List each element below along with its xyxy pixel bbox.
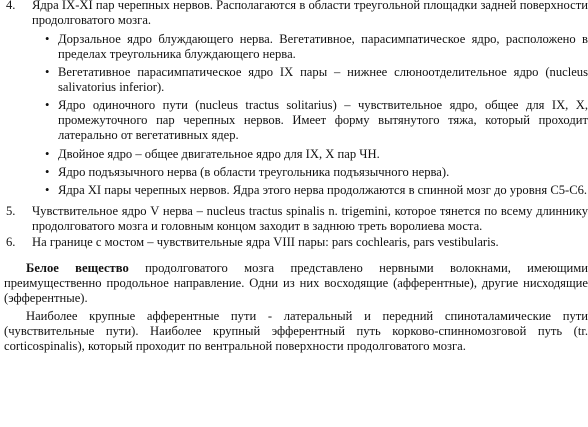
bullet-icon: • [45, 65, 50, 80]
bullet-icon: • [45, 32, 50, 46]
item-text: Ядра IX-XI пар черепных нервов. Располагаются в области треугольной площадки задней поверхности продолговатого мозга. [32, 0, 588, 27]
list-item-5 [0, 204, 588, 234]
bullet-text: Ядро одиночного пути (nucleus tractus solitarius) – чувствительное ядро, общее для IX, X, промежуточного пар черепных нервов. Имеет форму вытянутого тяжа, который проходит латерально от вегетативных ядер. [58, 98, 588, 143]
item-number: 5. [6, 203, 16, 218]
bullet-item [0, 65, 588, 95]
bullet-text: Двойное ядро – общее двигательное ядро для IX, X пар ЧН. [58, 146, 380, 161]
list-item-6 [0, 235, 588, 250]
bullet-icon: • [45, 98, 50, 113]
bullet-item [0, 32, 588, 62]
pathways-paragraph [0, 309, 588, 354]
bullet-text: Ядра XI пары черепных нервов. Ядра этого нерва продолжаются в спинной мозг до уровня С5-С6. [58, 182, 588, 197]
bullet-icon: • [45, 182, 50, 197]
item-text: Чувствительное ядро V нерва – nucleus tractus spinalis n. trigemini, которое тянется по всему длиннику продолговатого мозга и головным концом заходит в заднюю треть воролиева моста. [32, 203, 588, 233]
nuclei-bullet-list [0, 32, 588, 198]
paragraph-text: Наиболее крупные афферентные пути - латеральный и передний спиноталамические пути (чувствительные пути). Наиболее крупный эфферентный путь корково-спинномозговой путь (tr. corticospinalis), который проходит по вентральной поверхности продолговатого мозга. [4, 308, 588, 353]
bullet-text: Ядро подъязычного нерва (в области треугольника подъязычного нерва). [58, 164, 450, 179]
white-matter-paragraph [0, 261, 588, 306]
item-number: 4. [6, 0, 16, 12]
bullet-item [0, 183, 588, 198]
bullet-item [0, 98, 588, 143]
bullet-text: Вегетативное парасимпатическое ядро IX пары – нижнее слюноотделительное ядро (nucleus salivatorius inferior). [58, 65, 588, 95]
list-item-4 [0, 0, 588, 28]
bullet-text: Дорзальное ядро блуждающего нерва. Вегетативное, парасимпатическое ядро, расположено в пределах треугольника блуждающего нерва. [58, 32, 588, 61]
bold-term: Белое вещество [26, 260, 129, 275]
bullet-item [0, 165, 588, 180]
paragraph-text: продолговатого мозга представлено нервными волокнами, имеющими преимущественно продольное направление. Одни из них восходящие (афферентные), другие нисходящие (эфферентные). [4, 260, 588, 305]
bullet-icon: • [45, 164, 50, 179]
item-text: На границе с мостом – чувствительные ядра VIII пары: pars cochlearis, pars vestibularis. [32, 234, 499, 249]
bullet-icon: • [45, 146, 50, 161]
bullet-item [0, 147, 588, 162]
item-number: 6. [6, 234, 16, 249]
